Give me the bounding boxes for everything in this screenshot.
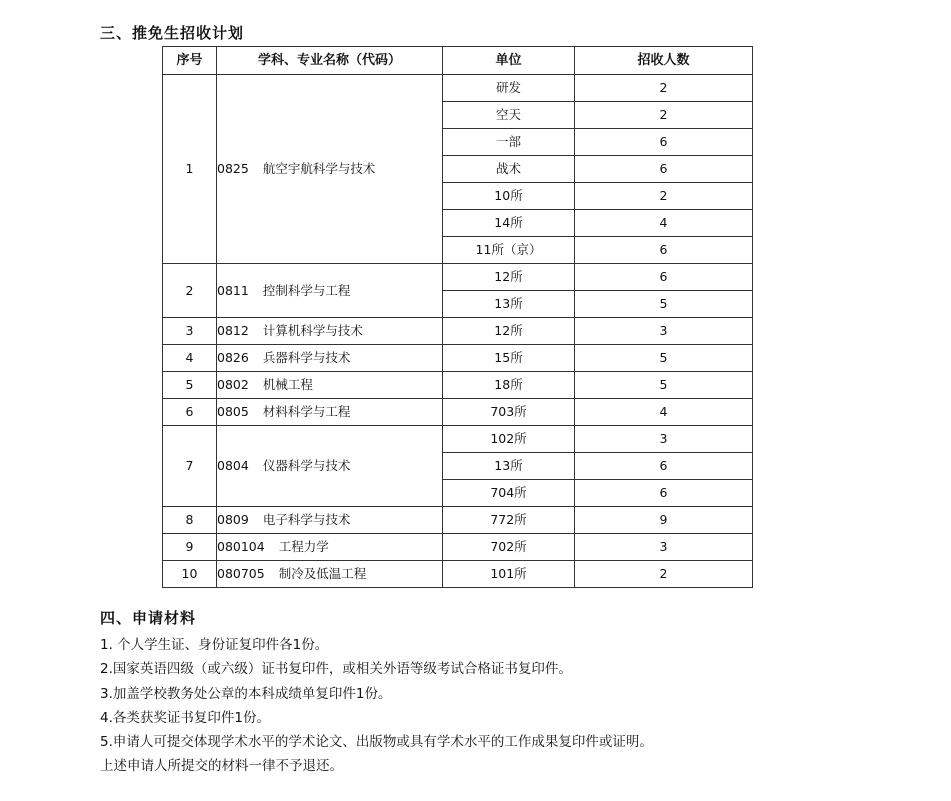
cell-unit: 15所: [443, 345, 575, 372]
cell-unit: 772所: [443, 507, 575, 534]
major-name: 电子科学与技术: [262, 512, 351, 527]
table-row: [163, 534, 753, 561]
header-seq: 序号: [163, 47, 217, 75]
materials-item: 5.申请人可提交体现学术水平的学术论文、出版物或具有学术水平的工作成果复印件或证明。: [100, 734, 653, 751]
cell-unit: 101所: [443, 561, 575, 588]
cell-seq: 10: [163, 561, 217, 588]
cell-count: 6: [575, 237, 753, 264]
cell-unit: 一部: [443, 129, 575, 156]
materials-list: [100, 633, 653, 779]
materials-item: 1. 个人学生证、身份证复印件各1份。: [100, 637, 329, 653]
table-row: [163, 561, 753, 588]
cell-seq: 8: [163, 507, 217, 534]
header-major: 学科、专业名称（代码）: [217, 47, 443, 75]
materials-item: 2.国家英语四级（或六级）证书复印件，或相关外语等级考试合格证书复印件。: [100, 661, 572, 678]
major-code: 0809: [217, 512, 249, 527]
cell-seq: 2: [163, 264, 217, 318]
cell-unit: 10所: [443, 183, 575, 210]
cell-count: 6: [575, 156, 753, 183]
table-row: [163, 75, 753, 102]
section-3-heading: 三、推免生招收计划: [100, 24, 245, 42]
cell-major: [217, 561, 443, 588]
major-code: 0812: [217, 323, 249, 338]
cell-count: 3: [575, 534, 753, 561]
table-row: [163, 372, 753, 399]
cell-unit: 102所: [443, 426, 575, 453]
cell-seq: 7: [163, 426, 217, 507]
major-name: 控制科学与工程: [262, 282, 351, 298]
header-unit: 单位: [443, 47, 575, 75]
header-count: 招收人数: [575, 47, 753, 75]
major-code: 080104: [217, 539, 265, 554]
materials-note: 上述申请人所提交的材料一律不予退还。: [100, 758, 343, 775]
cell-count: 9: [575, 507, 753, 534]
cell-count: 5: [575, 345, 753, 372]
cell-count: 2: [575, 102, 753, 129]
cell-unit: 18所: [443, 372, 575, 399]
cell-unit: 战术: [443, 156, 575, 183]
cell-count: 6: [575, 453, 753, 480]
major-name: 工程力学: [278, 539, 329, 554]
cell-unit: 703所: [443, 399, 575, 426]
cell-unit: 11所（京）: [443, 237, 575, 264]
major-name: 机械工程: [262, 377, 313, 392]
cell-count: 5: [575, 372, 753, 399]
major-name: 仪器科学与技术: [262, 458, 351, 473]
table-row: [163, 318, 753, 345]
cell-count: 3: [575, 318, 753, 345]
cell-unit: 702所: [443, 534, 575, 561]
materials-item: 3.加盖学校教务处公章的本科成绩单复印件1份。: [100, 685, 392, 702]
cell-major: [217, 372, 443, 399]
cell-count: 6: [575, 264, 753, 291]
cell-count: 3: [575, 426, 753, 453]
major-code: 0825: [217, 161, 249, 176]
table-row: [163, 426, 753, 453]
cell-seq: 6: [163, 399, 217, 426]
table-row: [163, 399, 753, 426]
major-code: 080705: [217, 566, 265, 581]
cell-count: 2: [575, 561, 753, 588]
major-code: 0802: [217, 377, 249, 392]
major-code: 0811: [217, 282, 249, 298]
major-name: 兵器科学与技术: [262, 350, 351, 365]
cell-major: [217, 75, 443, 264]
cell-major: [217, 318, 443, 345]
cell-count: 4: [575, 399, 753, 426]
cell-unit: 12所: [443, 318, 575, 345]
enrollment-plan-table: [162, 46, 753, 588]
cell-major: [217, 534, 443, 561]
cell-seq: 5: [163, 372, 217, 399]
cell-unit: 704所: [443, 480, 575, 507]
cell-count: 2: [575, 75, 753, 102]
cell-major: [217, 345, 443, 372]
major-name: 计算机科学与技术: [262, 323, 363, 338]
major-name: 材料科学与工程: [262, 404, 351, 419]
table-row: [163, 507, 753, 534]
cell-count: 4: [575, 210, 753, 237]
section-4-heading: 四、申请材料: [100, 609, 197, 627]
cell-seq: 3: [163, 318, 217, 345]
cell-seq: 9: [163, 534, 217, 561]
major-name: 制冷及低温工程: [278, 566, 367, 581]
cell-count: 6: [575, 480, 753, 507]
cell-major: [217, 507, 443, 534]
cell-major: [217, 399, 443, 426]
major-code: 0826: [217, 350, 249, 365]
cell-seq: 4: [163, 345, 217, 372]
cell-major: [217, 426, 443, 507]
cell-unit: 14所: [443, 210, 575, 237]
cell-count: 5: [575, 291, 753, 318]
table-body: [163, 75, 753, 588]
major-name: 航空宇航科学与技术: [262, 161, 376, 176]
cell-unit: 研发: [443, 75, 575, 102]
table-header-row: [163, 47, 753, 75]
cell-count: 6: [575, 129, 753, 156]
table-row: [163, 264, 753, 291]
major-code: 0805: [217, 404, 249, 419]
table-row: [163, 345, 753, 372]
cell-unit: 12所: [443, 264, 575, 291]
cell-unit: 13所: [443, 453, 575, 480]
cell-major: [217, 264, 443, 318]
cell-unit: 空天: [443, 102, 575, 129]
cell-unit: 13所: [443, 291, 575, 318]
cell-seq: 1: [163, 75, 217, 264]
materials-item: 4.各类获奖证书复印件1份。: [100, 709, 270, 726]
major-code: 0804: [217, 458, 249, 473]
cell-count: 2: [575, 183, 753, 210]
